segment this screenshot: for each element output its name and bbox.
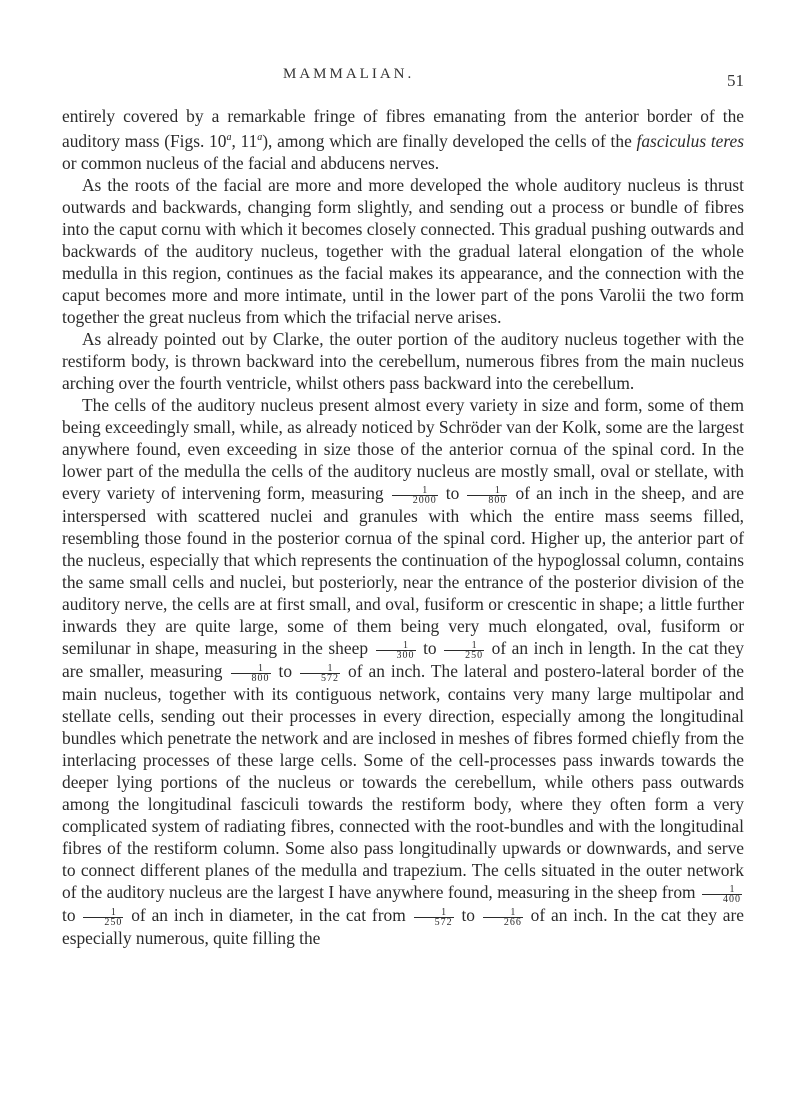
fraction-denominator: 250 [104,916,123,928]
fraction [300,664,340,683]
running-title: MAMMALIAN. [283,66,415,82]
fraction [483,908,523,927]
fraction-numerator: 1 [702,885,742,895]
text-run: to [439,482,466,503]
page-number: 51 [727,71,744,90]
fraction-numerator: 1 [83,908,123,918]
text-run: to [272,660,299,681]
paragraph [62,394,744,949]
fraction-denominator: 400 [723,893,741,905]
fraction [467,486,507,505]
text-run: of an inch in the sheep, and are interspersed with scattered nuclei and granules with which the entire mass seems filled, resembling those found in the posterior cornua of the spinal cord. Higher up, the anterior part of the nucleus, especially that which represents the continuation of the hypoglossal column, contains the same small cells and nuclei, but posteriorly, near the entrance of the posterior division of the auditory nerve, the cells are at first small, and oval, fusiform or crescentic in shape; a little further inwards they are quite large, some of them being very much elongated, oval, fusiform or semilunar in shape, measuring in the sheep [62,482,744,658]
fraction-numerator: 1 [392,486,438,496]
text-run: of an inch. In the cat they are especially numerous, quite filling the [62,904,744,948]
text-run: , 11 [231,130,258,151]
text-run: As the roots of the facial are more and more developed the whole auditory nucleus is thrust outwards and backwards, changing form slightly, and sending out a process or bundle of fibres into the caput cornu with which it becomes closely connected. This gradual pushing outwards and backwards of the auditory nucleus, together with the gradual lateral elongation of the whole medulla in this region, continues as the facial makes its appearance, and the connection with the caput becomes more and more intimate, until in the lower part of the pons Varolii the two form together the great nucleus from which the trifacial nerve arises. [62,174,744,327]
fraction-numerator: 1 [231,664,271,674]
text-run: entirely covered by a remarkable fringe of fibres emanating from the anterior border of the auditory mass (Figs. 10 [62,106,744,151]
fraction-numerator: 1 [483,908,523,918]
text-run: As already pointed out by Clarke, the outer portion of the auditory nucleus together with the restiform body, is thrown backward into the cerebellum, numerous fibres from the main nucleus arching over the fourth ventricle, whilst others pass backward into the cerebellum. [62,328,744,393]
figure-superscript: a [226,132,232,143]
paragraph [62,174,744,328]
text-run: The cells of the auditory nucleus present almost every variety in size and form, some of them being exceedingly small, while, as already noticed by Schröder van der Kolk, some are the largest anywhere found, even exceeding in size those of the anterior cornua of the spinal cord. In the lower part of the medulla the cells of the auditory nucleus are mostly small, oval or stellate, with every variety of intervening form, measuring [62,394,744,503]
text-run: or common nucleus of the facial and abducens nerves. [62,152,440,173]
text-run: ), among which are finally developed the cells of the [262,130,637,151]
text-run: to [62,904,82,925]
fraction [83,908,123,927]
body-text [62,105,744,949]
fraction-numerator: 1 [414,908,454,918]
fraction-denominator: 2000 [412,494,437,506]
fraction-numerator: 1 [300,664,340,674]
fraction [444,641,484,660]
fraction-numerator: 1 [467,486,507,496]
text-run: to [417,637,443,658]
fraction-denominator: 572 [321,672,340,684]
fraction [392,486,438,505]
fraction-denominator: 800 [488,494,507,506]
text-run: to [455,904,481,925]
text-run: of an inch. The lateral and postero-lateral border of the main nucleus, together with its contiguous network, contains very many large multipolar and stellate cells, sending out their processes in every direction, especially among the longitudinal bundles which penetrate the network and are inclosed in meshes of fibres formed chiefly from the interlacing processes of these large cells. Some of the cell-processes pass inwards towards the deeper lying portions of the nucleus or towards the cerebellum, while others pass outwards among the longitudinal fasciculi towards the restiform body, where they often form a very complicated system of radiating fibres, connected with the root-bundles and with the longitudinal fibres of the restiform column. Some also pass longitudinally upwards or downwards, and serve to connect different planes of the medulla and trapezium. The cells situated in the outer network of the auditory nucleus are the largest I have anywhere found, measuring in the sheep from [62,660,744,902]
italic-term: fasciculus teres [636,130,744,151]
fraction-denominator: 572 [434,916,453,928]
paragraph [62,328,744,394]
fraction-numerator: 1 [444,641,484,651]
fraction [376,641,416,660]
fraction [231,664,271,683]
fraction-numerator: 1 [376,641,416,651]
fraction-denominator: 250 [465,649,484,661]
fraction [414,908,454,927]
figure-superscript: a [257,132,263,143]
paragraph [62,105,744,174]
fraction-denominator: 300 [396,649,415,661]
fraction [702,885,742,904]
running-head [0,66,801,90]
fraction-denominator: 266 [503,916,522,928]
text-run: of an inch in diameter, in the cat from [125,904,412,925]
text-run: of an inch in length. In the cat they are smaller, measuring [62,637,744,681]
fraction-denominator: 800 [251,672,270,684]
